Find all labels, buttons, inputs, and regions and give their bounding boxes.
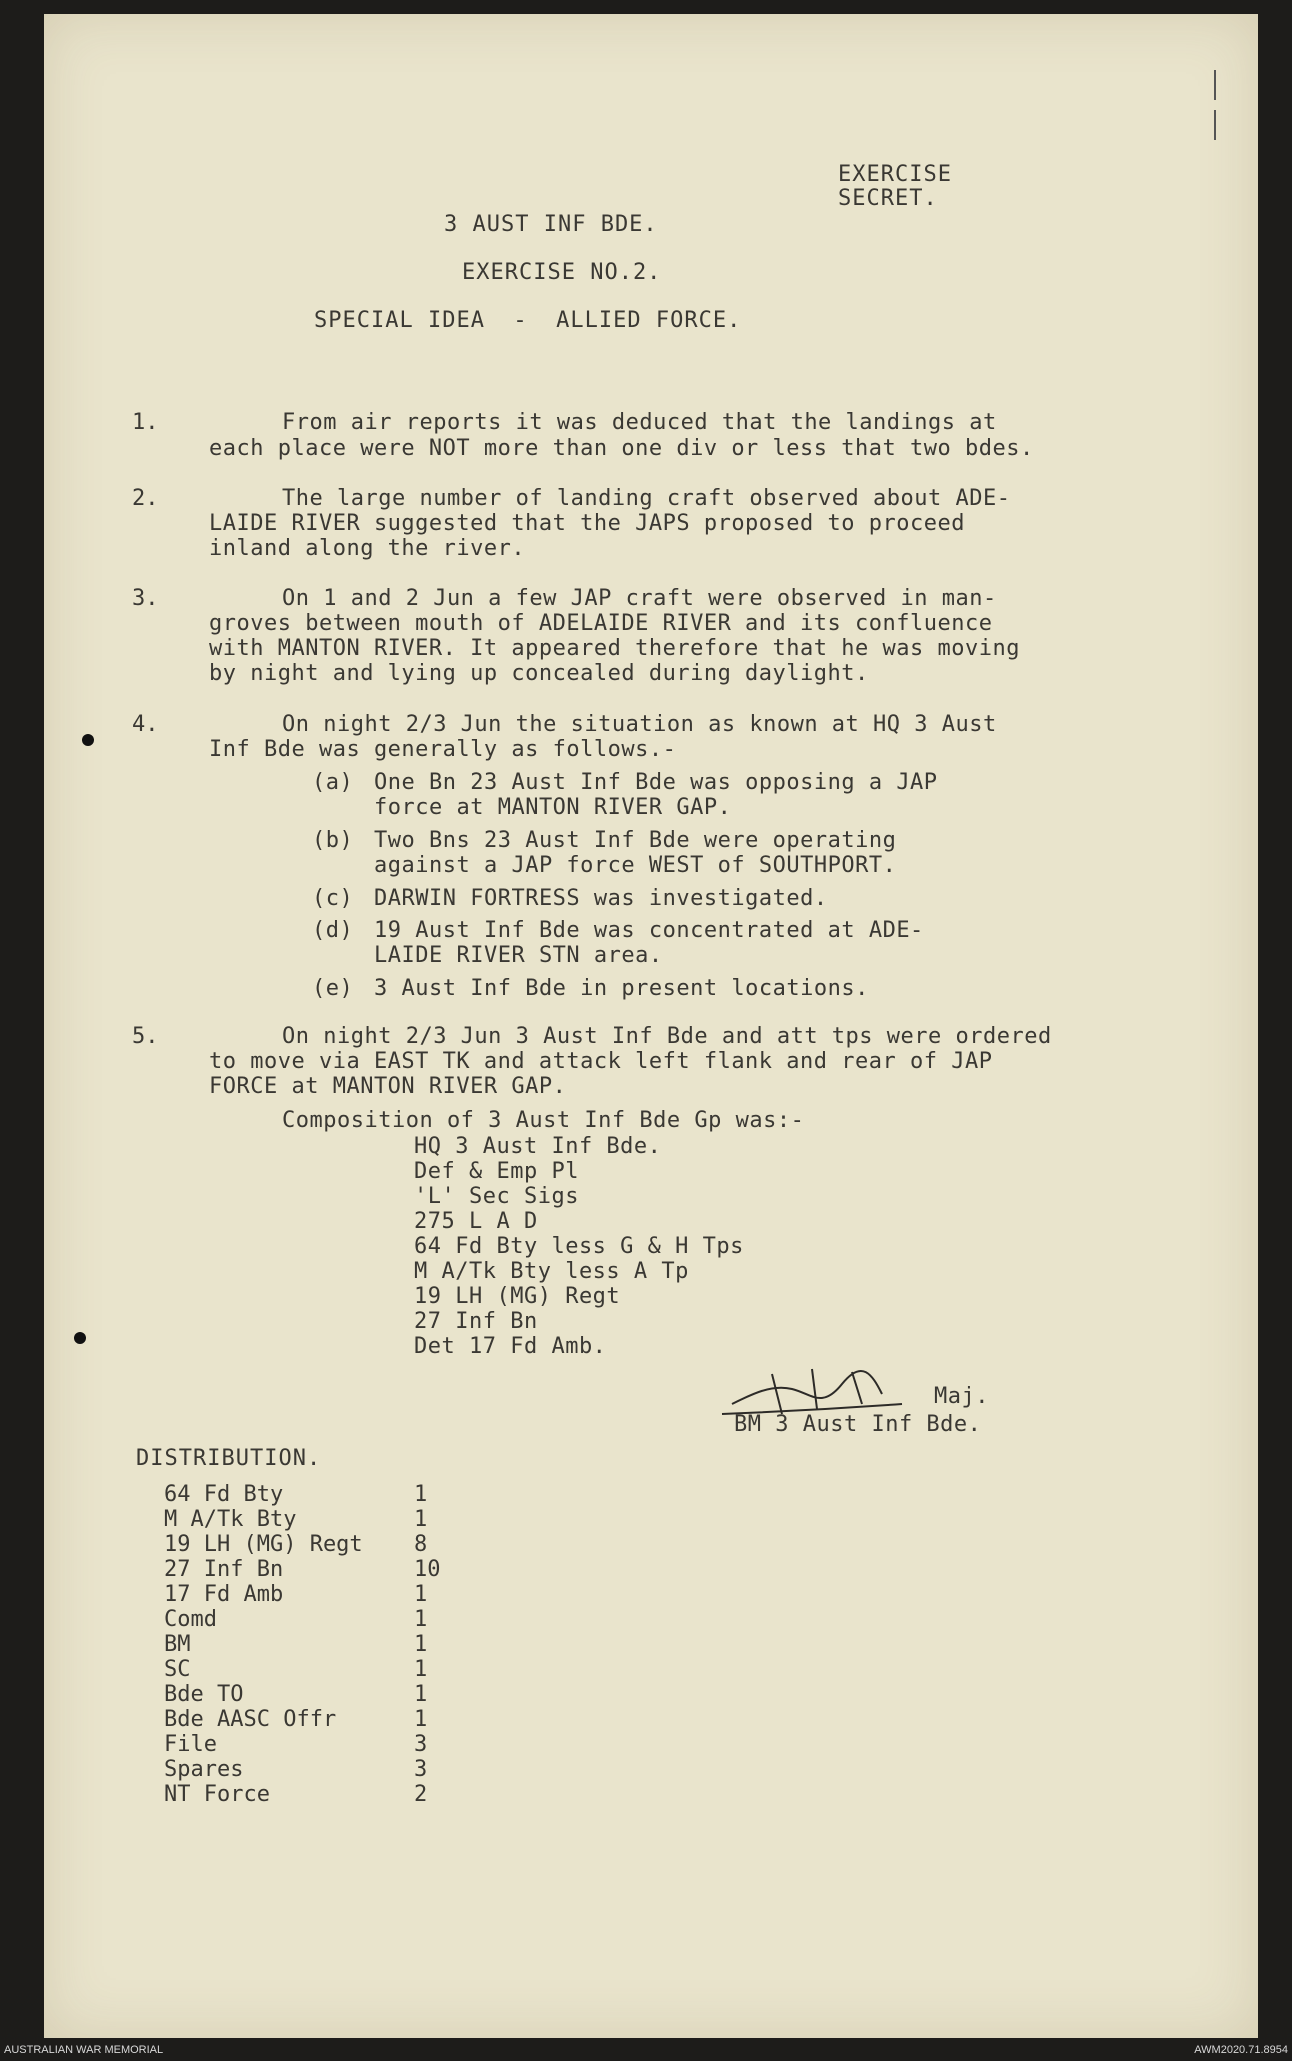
sub-item-line: Two Bns 23 Aust Inf Bde were operating (374, 828, 897, 853)
distribution-recipient: 64 Fd Bty (164, 1482, 284, 1507)
distribution-recipient: SC (164, 1657, 191, 1682)
sub-item-line: force at MANTON RIVER GAP. (374, 795, 732, 820)
paragraph-line: On night 2/3 Jun 3 Aust Inf Bde and att tps were ordered (282, 1024, 1052, 1049)
distribution-recipient: 27 Inf Bn (164, 1557, 284, 1582)
composition-item: M A/Tk Bty less A Tp (414, 1259, 689, 1284)
composition-title: Composition of 3 Aust Inf Bde Gp was:- (282, 1108, 805, 1133)
distribution-title: DISTRIBUTION. (136, 1446, 322, 1471)
distribution-qty: 1 (414, 1657, 428, 1682)
distribution-recipient: BM (164, 1632, 191, 1657)
sub-item-label: (a) (312, 770, 354, 795)
signature-rank: Maj. (934, 1384, 989, 1409)
unit-heading: 3 AUST INF BDE. (444, 212, 658, 237)
paragraph-line: The large number of landing craft observed about ADE- (282, 486, 1011, 511)
composition-item: Def & Emp Pl (414, 1159, 579, 1184)
paragraph-number: 3. (132, 586, 159, 611)
sub-item-label: (c) (312, 886, 354, 911)
sub-item-line: 19 Aust Inf Bde was concentrated at ADE- (374, 918, 924, 943)
sub-item-line: LAIDE RIVER STN area. (374, 943, 663, 968)
sub-item-label: (d) (312, 918, 354, 943)
punch-hole (82, 734, 94, 746)
distribution-qty: 1 (414, 1507, 428, 1532)
paragraph-number: 2. (132, 486, 159, 511)
classification-exercise: EXERCISE (838, 162, 952, 187)
composition-item: 64 Fd Bty less G & H Tps (414, 1234, 744, 1259)
paragraph-number: 1. (132, 410, 159, 435)
distribution-recipient: Comd (164, 1607, 217, 1632)
distribution-qty: 2 (414, 1782, 428, 1807)
document-page (44, 14, 1258, 2038)
paragraph-line: On 1 and 2 Jun a few JAP craft were observed in man- (282, 586, 997, 611)
exercise-heading: EXERCISE NO.2. (462, 260, 662, 285)
distribution-recipient: File (164, 1732, 217, 1757)
distribution-recipient: 19 LH (MG) Regt (164, 1532, 363, 1557)
distribution-recipient: Bde AASC Offr (164, 1707, 337, 1732)
paragraph-line: On night 2/3 Jun the situation as known at HQ 3 Aust (282, 712, 997, 737)
composition-item: 'L' Sec Sigs (414, 1184, 579, 1209)
margin-mark (1214, 110, 1216, 140)
distribution-qty: 1 (414, 1607, 428, 1632)
sub-item-label: (b) (312, 828, 354, 853)
distribution-qty: 1 (414, 1482, 428, 1507)
composition-item: 275 L A D (414, 1209, 538, 1234)
paragraph-line: LAIDE RIVER suggested that the JAPS proposed to proceed (209, 511, 965, 536)
special-idea-heading: SPECIAL IDEA - ALLIED FORCE. (314, 308, 742, 333)
footer-accession-number: AWM2020.71.8954 (1194, 2044, 1288, 2056)
paragraph-line: Inf Bde was generally as follows.- (209, 737, 677, 762)
distribution-qty: 3 (414, 1732, 428, 1757)
composition-item: HQ 3 Aust Inf Bde. (414, 1134, 662, 1159)
sub-item-line: DARWIN FORTRESS was investigated. (374, 886, 828, 911)
paragraph-line: FORCE at MANTON RIVER GAP. (209, 1074, 567, 1099)
distribution-qty: 8 (414, 1532, 428, 1557)
distribution-qty: 1 (414, 1707, 428, 1732)
paragraph-line: inland along the river. (209, 536, 526, 561)
sub-item-label: (e) (312, 976, 354, 1001)
paragraph-line: by night and lying up concealed during daylight. (209, 661, 869, 686)
paragraph-line: groves between mouth of ADELAIDE RIVER and its confluence (209, 611, 993, 636)
sub-item-line: 3 Aust Inf Bde in present locations. (374, 976, 869, 1001)
sub-item-line: One Bn 23 Aust Inf Bde was opposing a JAP (374, 770, 938, 795)
distribution-recipient: M A/Tk Bty (164, 1507, 297, 1532)
distribution-qty: 1 (414, 1682, 428, 1707)
distribution-recipient: 17 Fd Amb (164, 1582, 284, 1607)
margin-mark (1214, 70, 1216, 100)
paragraph-line: From air reports it was deduced that the landings at (282, 410, 997, 435)
composition-item: 27 Inf Bn (414, 1309, 538, 1334)
distribution-qty: 3 (414, 1757, 428, 1782)
composition-item: Det 17 Fd Amb. (414, 1334, 607, 1359)
composition-item: 19 LH (MG) Regt (414, 1284, 621, 1309)
classification-secret: SECRET. (838, 186, 938, 211)
punch-hole (74, 1332, 86, 1344)
distribution-qty: 1 (414, 1582, 428, 1607)
paragraph-line: to move via EAST TK and attack left flank and rear of JAP (209, 1049, 993, 1074)
paragraph-line: each place were NOT more than one div or less that two bdes. (209, 436, 1034, 461)
paragraph-number: 4. (132, 712, 159, 737)
signature-title: BM 3 Aust Inf Bde. (734, 1412, 982, 1437)
paragraph-number: 5. (132, 1024, 159, 1049)
sub-item-line: against a JAP force WEST of SOUTHPORT. (374, 853, 897, 878)
distribution-qty: 1 (414, 1632, 428, 1657)
distribution-recipient: Bde TO (164, 1682, 244, 1707)
distribution-recipient: NT Force (164, 1782, 270, 1807)
distribution-qty: 10 (414, 1557, 441, 1582)
distribution-recipient: Spares (164, 1757, 244, 1782)
footer-archive-name: AUSTRALIAN WAR MEMORIAL (4, 2044, 164, 2056)
paragraph-line: with MANTON RIVER. It appeared therefore that he was moving (209, 636, 1020, 661)
